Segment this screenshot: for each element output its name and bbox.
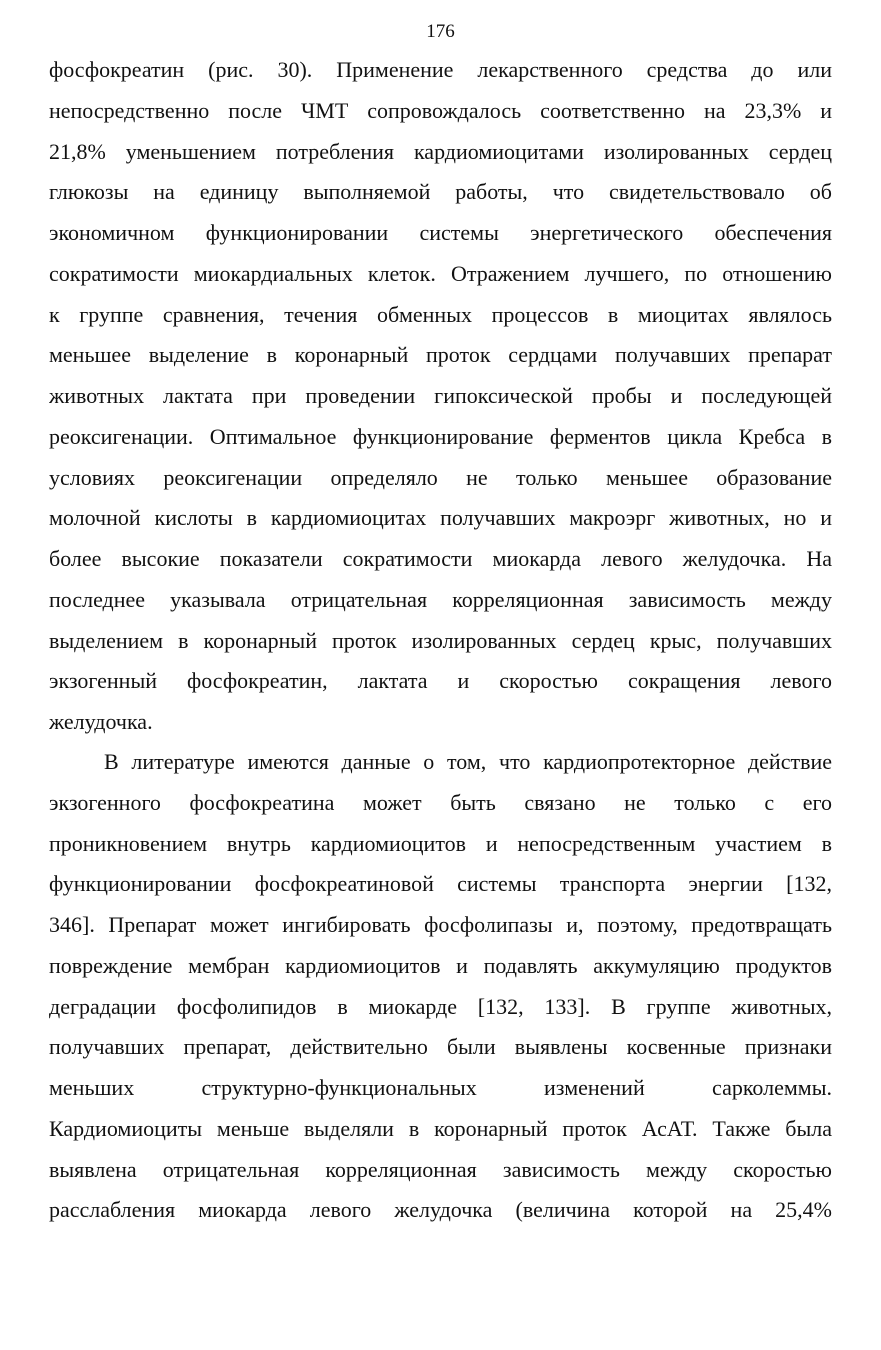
text-line: условиях реоксигенации определяло не только меньшее образование <box>49 464 832 490</box>
text-line: экзогенный фосфокреатин, лактата и скоростью сокращения левого <box>49 668 832 694</box>
text-line: глюкозы на единицу выполняемой работы, что свидетельствовало об <box>49 179 832 205</box>
text-line: последнее указывала отрицательная корреляционная зависимость между <box>49 586 832 612</box>
text-line: повреждение мембран кардиомиоцитов и подавлять аккумуляцию продуктов <box>49 952 832 978</box>
text-line: расслабления миокарда левого желудочка (величина которой на 25,4% <box>49 1197 832 1223</box>
text-line: меньших структурно-функциональных изменений сарколеммы. <box>49 1075 832 1100</box>
text-line: 346]. Препарат может ингибировать фосфолипазы и, поэтому, предотвращать <box>49 912 832 937</box>
text-line: молочной кислоты в кардиомиоцитах получавших макроэрг животных, но и <box>49 505 832 531</box>
text-line: желудочка. <box>49 709 153 734</box>
text-line: экономичном функционировании системы энергетического обеспечения <box>49 220 832 245</box>
text-line: животных лактата при проведении гипоксической пробы и последующей <box>49 383 832 408</box>
text-line: фосфокреатин (рис. 30). Применение лекарственного средства до или <box>49 57 832 82</box>
text-line: меньшее выделение в коронарный проток сердцами получавших препарат <box>49 342 832 368</box>
text-line: проникновением внутрь кардиомиоцитов и непосредственным участием в <box>49 830 832 856</box>
text-line: сократимости миокардиальных клеток. Отражением лучшего, по отношению <box>49 260 832 286</box>
text-line: непосредственно после ЧМТ сопровождалось соответственно на 23,3% и <box>49 97 832 123</box>
text-line: 21,8% уменьшением потребления кардиомиоцитами изолированных сердец <box>49 138 832 164</box>
text-line: к группе сравнения, течения обменных процессов в миоцитах являлось <box>49 301 832 327</box>
text-line: реоксигенации. Оптимальное функционирование ферментов цикла Кребса в <box>49 423 832 449</box>
text-line: более высокие показатели сократимости миокарда левого желудочка. На <box>49 546 832 571</box>
text-line: выявлена отрицательная корреляционная зависимость между скоростью <box>49 1156 832 1182</box>
text-line: получавших препарат, действительно были выявлены косвенные признаки <box>49 1034 832 1060</box>
text-line: деградации фосфолипидов в миокарде [132, 133]. В группе животных, <box>49 993 832 1019</box>
text-line: Кардиомиоциты меньше выделяли в коронарный проток АсАТ. Также была <box>49 1115 832 1141</box>
text-line: В литературе имеются данные о том, что кардиопротекторное действие <box>104 749 832 774</box>
paragraph-2 <box>49 742 832 1231</box>
text-line: выделением в коронарный проток изолированных сердец крыс, получавших <box>49 627 832 653</box>
page-number: 176 <box>426 21 455 42</box>
paragraph-1 <box>49 50 832 743</box>
text-line: экзогенного фосфокреатина может быть связано не только с его <box>49 789 832 815</box>
text-line: функционировании фосфокреатиновой системы транспорта энергии [132, <box>49 871 832 897</box>
